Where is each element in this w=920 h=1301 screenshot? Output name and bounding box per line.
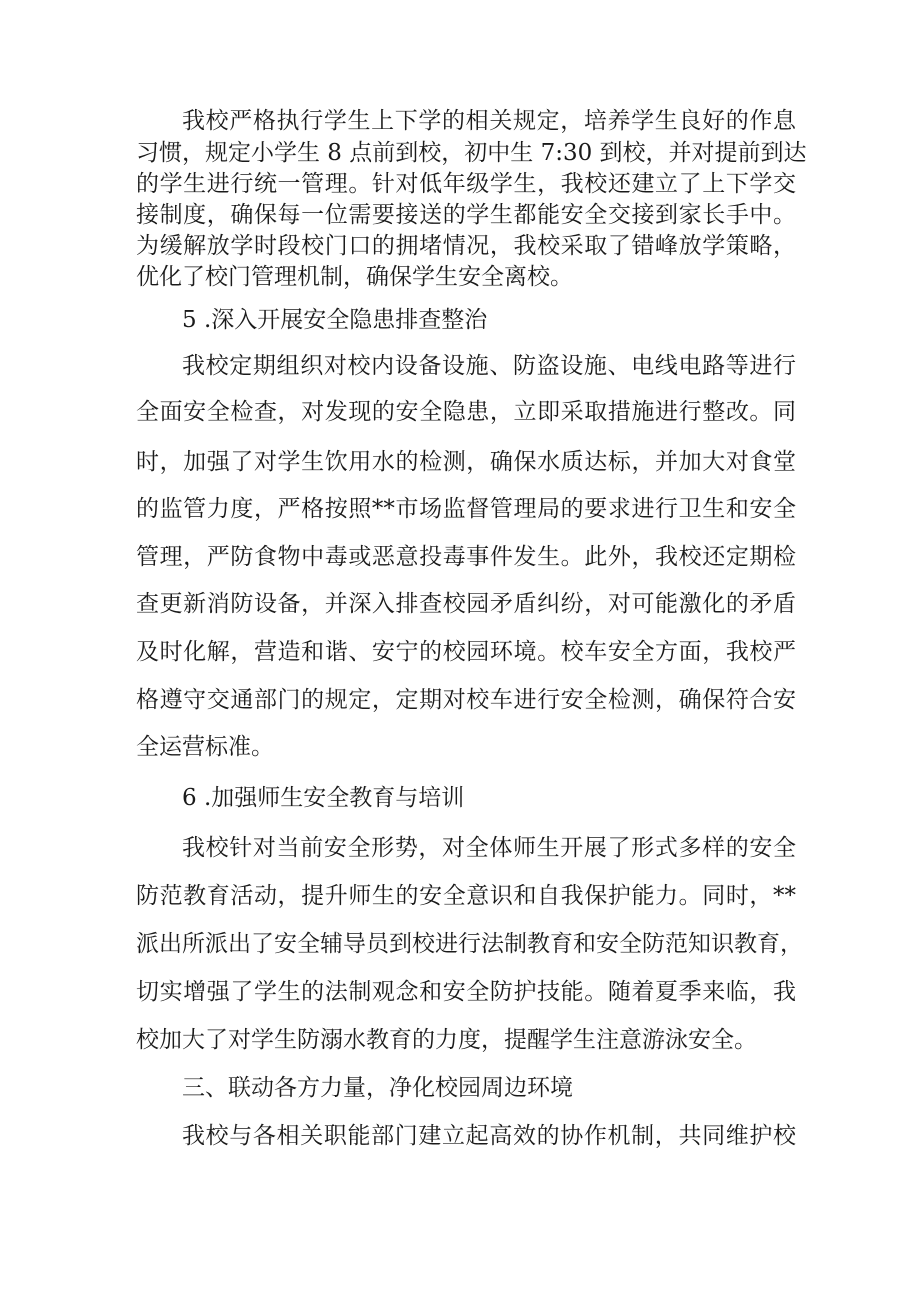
paragraph-line: 为缓解放学时段校门口的拥堵情况，我校采取了错峰放学策略，	[136, 233, 796, 259]
paragraph-line: 全面安全检查，对发现的安全隐患，立即采取措施进行整改。同	[136, 399, 796, 425]
paragraph-line: 管理，严防食物中毒或恶意投毒事件发生。此外，我校还定期检	[136, 544, 796, 570]
paragraph-line: 派出所派出了安全辅导员到校进行法制教育和安全防范知识教育，	[136, 931, 803, 957]
paragraph-line: 切实增强了学生的法制观念和安全防护技能。随着夏季来临，我	[136, 979, 796, 1005]
paragraph-line: 我校与各相关职能部门建立起高效的协作机制，共同维护校	[182, 1123, 796, 1149]
paragraph-line: 及时化解，营造和谐、安宁的校园环境。校车安全方面，我校严	[136, 639, 796, 665]
section-heading-3: 三、联动各方力量，净化校园周边环境	[182, 1075, 573, 1101]
paragraph-line: 接制度，确保每一位需要接送的学生都能安全交接到家长手中。	[136, 202, 796, 228]
paragraph-line: 的学生进行统一管理。针对低年级学生，我校还建立了上下学交	[136, 171, 796, 197]
section-heading-5: 5 .深入开展安全隐患排查整治	[182, 307, 488, 333]
paragraph-line: 我校针对当前安全形势，对全体师生开展了形式多样的安全	[182, 835, 796, 861]
paragraph-line: 习惯，规定小学生 8 点前到校，初中生 7:30 到校，并对提前到达	[136, 140, 807, 166]
paragraph-line: 时，加强了对学生饮用水的检测，确保水质达标，并加大对食堂	[136, 449, 796, 475]
paragraph-line: 校加大了对学生防溺水教育的力度，提醒学生注意游泳安全。	[136, 1027, 757, 1053]
paragraph-line: 格遵守交通部门的规定，定期对校车进行安全检测，确保符合安	[136, 687, 796, 713]
paragraph-line: 全运营标准。	[136, 734, 274, 760]
paragraph-line: 查更新消防设备，并深入排查校园矛盾纠纷，对可能激化的矛盾	[136, 591, 796, 617]
paragraph-line: 防范教育活动，提升师生的安全意识和自我保护能力。同时，**	[136, 883, 796, 909]
paragraph-line: 优化了校门管理机制，确保学生安全离校。	[136, 264, 573, 290]
paragraph-line: 的监管力度，严格按照**市场监督管理局的要求进行卫生和安全	[136, 496, 796, 522]
paragraph-line: 我校定期组织对校内设备设施、防盗设施、电线电路等进行	[182, 353, 796, 379]
section-heading-6: 6 .加强师生安全教育与培训	[182, 785, 465, 811]
paragraph-line: 我校严格执行学生上下学的相关规定，培养学生良好的作息	[182, 108, 796, 134]
